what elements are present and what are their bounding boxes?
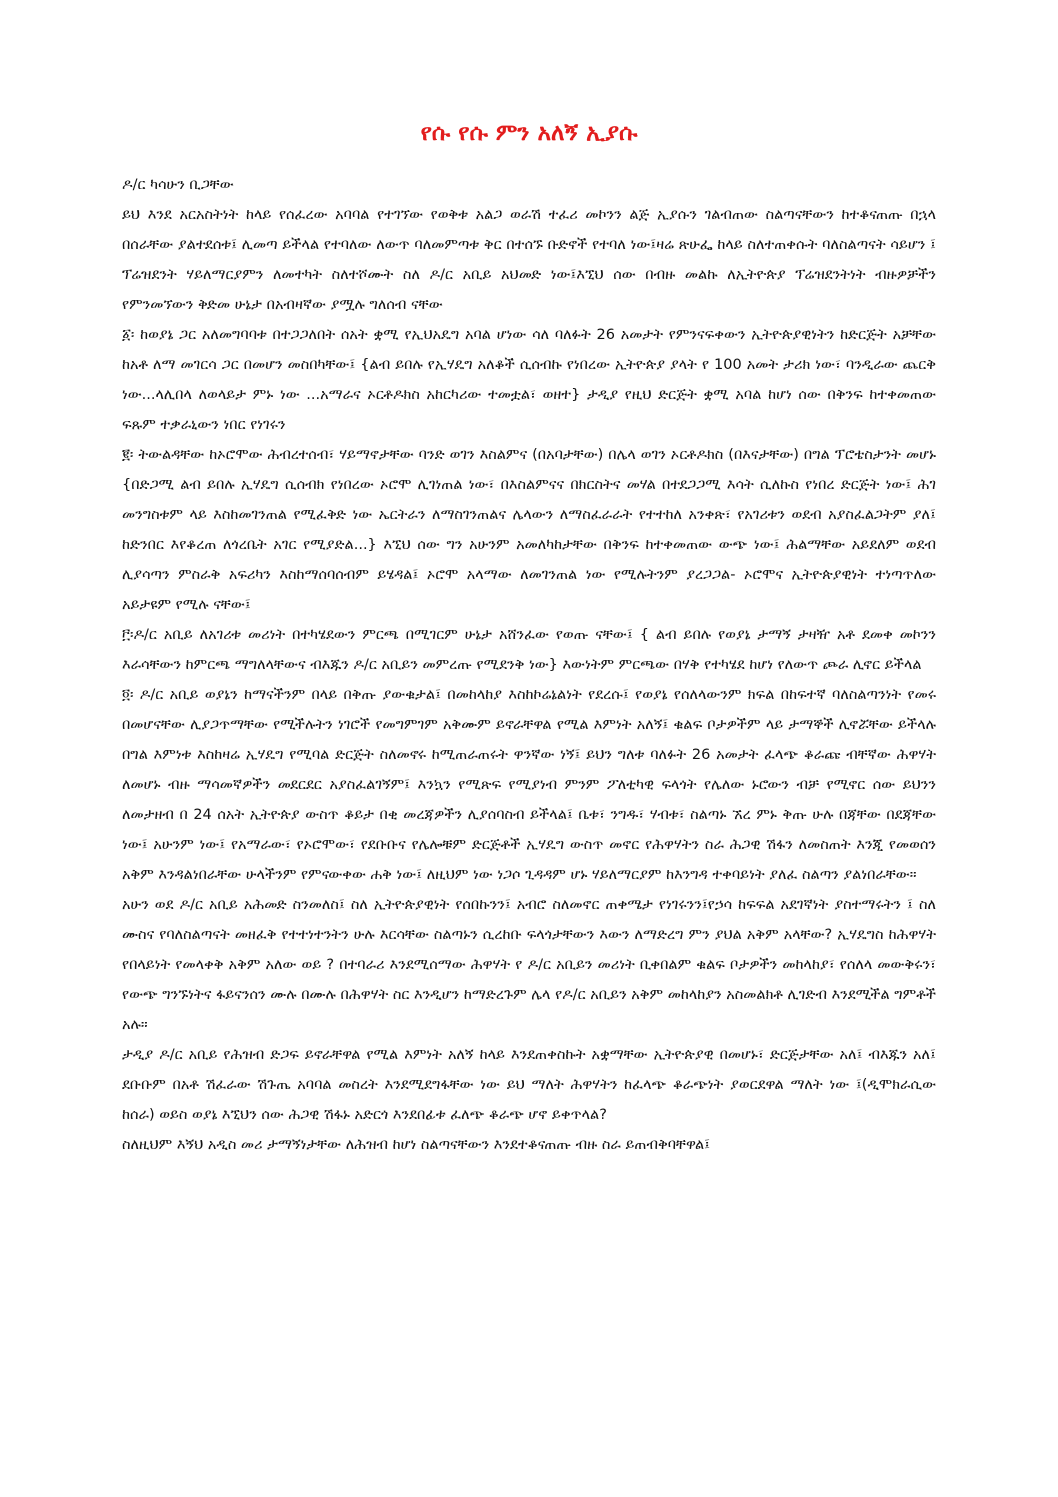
document-title: የሱ የሱ ምን አለኝ ኢያሱ bbox=[420, 120, 638, 146]
paragraph-point-1: ፩፡ ከወያኔ ጋር አለመግባባቱ በተጋጋለበት ሰአት ቋሚ የኢህአዴግ አባል ሆነው ሳለ ባለፉት 26 አመታት የምንናፍቀውን ኢትዮጵያዊነትን ከድርጅት አቻቸው ከአቶ ለማ መገርሳ ጋር በመሆን መስበካቸው፤ {ልብ ይበሉ የኢሃዴግ አለቆች ሲሰብኩ የነበረው ኢትዮጵያ ያላት የ 100 አመት ታሪክ ነው፣ ባንዲራው ጨርቅ ነው...ላሊበላ ለወላይታ ምኑ ነው ...አማራና ኦርቶዶክስ አከርካሪው ተመቷል፣ ወዘተ} ታዲያ የዚህ ድርጅት ቋሚ አባል ከሆነ ሰው በቅንፍ ከተቀመጠው ፍጹም ተቃራኒውን ነበር የነገሩን bbox=[122, 326, 936, 433]
paragraph-point-3: ፫፡ዶ/ር አቢይ ለአገሪቱ መሪነት በተካሄደውን ምርጫ በሚገርም ሁኔታ አሸንፈው የወጡ ናቸው፤ { ልብ ይበሉ የወያኔ ታማኝ ታዛዥ አቶ ደመቀ መኮንን እራሳቸውን ከምርጫ ማግለላቸውና ብእጁን ዶ/ር አቢይን መምረጡ የሚደንቅ ነው} እውነትም ምርጫው በሃቅ የተካሄደ ከሆነ የለውጥ ጮራ ሊኖር ይችላል bbox=[122, 626, 936, 673]
document-author: ዶ/ር ካሳሁን ቢጋቸው bbox=[122, 176, 234, 193]
paragraph-point-4: ፬፡ ዶ/ር አቢይ ወያኔን ከማናችንም በላይ በቅጡ ያውቁታል፤ በመከላከያ እስከኮሬኔልነት የደረሱ፤ የወያኔ የሰለላውንም ክፍል በከፍተኛ ባለስልጣንነት የመሩ በመሆናቸው ሊያጋጥማቸው የሚችሉትን ነገሮች የመግምገም አቅሙም ይኖራቸዋል የሚል እምነት አለኝ፤ ቁልፍ ቦታዎችም ላይ ታማኞች ሊኖሯቸው ይችላሉ በግል እምነቱ እስከዛሬ ኢሃዴግ የሚባል ድርጅት ስለመኖሩ ከሚጠራጠሩት ዋንኛው ነኝ፤ ይህን ግለቱ ባለፉት 26 አመታት ፈላጭ ቆራጩ ብቸኛው ሕዋሃት ለመሆኑ ብዙ ማሳመኛዎችን መደርደር አያስፈልገኝም፤ እንኳን የሚጽፍ የሚያነብ ምንም ፖለቲካዊ ፍላጎት የሌለው ኑሮውን ብቻ የሚኖር ሰው ይህንን ለመታዘብ በ 24 ሰአት ኢትዮጵያ ውስጥ ቆይታ በቂ መረጃዎችን ሊያሰባስብ ይችላል፤ ቤቱ፣ ንግዱ፣ ሃብቱ፣ ስልጣኑ ኧረ ምኑ ቅጡ ሁሉ በጃቸው በደጃቸው ነው፤ አሁንም ነው፤ የአማራው፣ የኦሮሞው፣ የደቡቡና የሌሎቹም ድርጅቶች ኢሃዴግ ውስጥ መኖር የሕዋሃትን ስራ ሕጋዊ ሽፋን ለመስጠት እንጂ የመወሰን አቅም እንዳልነበራቸው ሁላችንም የምናውቀው ሐቅ ነው፤ ለዚህም ነው ነጋሶ ጊዳዳም ሆኑ ሃይለማርያም ከእንግዳ ተቀባይነት ያለፈ ስልጣን ያልነበራቸው። bbox=[122, 686, 936, 883]
paragraph-intro: ይህ እንደ አርአስትነት ከላይ የሰፈረው አባባል የተገኘው የወቅቱ አልጋ ወራሽ ተፈሪ መኮንን ልጅ ኢያሱን ገልብጠው ስልጣናቸውን ከተቆናጠጡ በኋላ በሰራቸው ያልተደሰቱ፤ ሊመጣ ይችላል የተባለው ለውጥ ባለመምጣቱ ቅር በተሰኙ ቡድኖች የተባለ ነው፤ዛሬ ጽሁፌ ከላይ ስለተጠቀሱት ባለስልጣናት ሳይሆን ፤ ፕሬዝደንት ሃይለማርያምን ለመተካት ስለተሾሙት ስለ ዶ/ር አቢይ አህመድ ነው፤እኚህ ሰው በብዙ መልኩ ለኢትዮጵያ ፕሬዝደንትነት ብዙዎቻችን የምንመኘውን ቅድመ ሁኔታ በአብዛኛው ያሟሉ ግለሰብ ናቸው bbox=[122, 206, 936, 313]
paragraph-conclusion: ስለዚህም እኝህ አዲስ መሪ ታማኝነታቸው ለሕዝብ ከሆነ ስልጣናቸውን እንደተቆናጠጡ ብዙ ስራ ይጠብቅባቸዋል፤ bbox=[122, 1136, 711, 1153]
paragraph-return-to-abiy: አሁን ወደ ዶ/ር አቢይ አሕመድ ስንመለስ፤ ስለ ኢትዮጵያዊነት የሰበኩንን፤ አብሮ ስለመኖር ጠቀሜታ የነገሩንን፤የኃሳ ከፍፍል አደገኛነት ያስተማሩትን ፤ ስለ ሙስና የባለስልጣናት መዘፈቅ የተተነተንትን ሁሉ እርሳቸው ስልጣኑን ሲረከቡ ፍላጎታቸውን እውን ለማድረግ ምን ያህል አቅም አላቸው? ኢሃዴግስ ከሕዋሃት የበላይነት የመላቀቅ አቅም አለው ወይ ? በተባራሪ እንደሚሰማው ሕዋሃት የ ዶ/ር አቢይን መሪነት ቢቀበልም ቁልፍ ቦታዎችን መከላከያ፣ የሰለላ መውቅሩን፣ የውጭ ግንኙነትና ፋይናንሰን ሙሉ በሙሉ በሕዋሃት ስር እንዲሆን ከማድረጉም ሌላ የዶ/ር አቢይን አቅም መከላከያን አስመልክቶ ሊገድብ እንደሚችል ግምቶች አሉ። bbox=[122, 896, 936, 1033]
paragraph-public-support: ታዲያ ዶ/ር አቢይ የሕዝብ ድጋፍ ይኖራቸዋል የሚል እምነት አለኝ ከላይ እንደጠቀስኩት አቋማቸው ኢትዮጵያዊ በመሆኑ፣ ድርጅታቸው አለ፤ ብእጁን አለ፤ ደቡቡም በአቶ ሽፈራው ሽጉጤ አባባል መስረት እንደሚደግፋቸው ነው ይህ ማለት ሕዋሃትን ከፈላጭ ቆራጭነት ያወርደዋል ማለት ነው ፤(ዲሞክራሲው ከሰራ) ወይስ ወያኔ እኚህን ሰው ሕጋዊ ሽፋኑ አድርጎ እንደበፊቱ ፈለጭ ቆራጭ ሆኖ ይቀጥላል? bbox=[122, 1046, 936, 1123]
paragraph-point-2: ፪፡ ትውልዳቸው ከኦሮሞው ሕብረተሰብ፣ ሃይማኖታቸው ባንድ ወገን እስልምና (በአባታቸው) በሌላ ወገን ኦርቶዶክስ (በእናታቸው) በግል ፕሮቴስታንት መሆኑ {በድጋሚ ልብ ይበሉ ኢሃዴግ ሲሰብክ የነበረው ኦሮሞ ሊገነጠል ነው፣ በእስልምናና በክርስትና መሃል በተደጋጋሚ እሳት ሲለኩስ የነበረ ድርጅት ነው፤ ሕገ መንግስቱም ላይ እስከመገንጠል የሚፈቅድ ነው ኤርትራን ለማስገንጠልና ሌላውን ለማስፈራራት የተተከለ አንቀጽ፣ የአገሪቱን ወደብ አያስፈልጋትም ያለ፤ ከድንበር እየቆረጠ ለጎረቤት አገር የሚያድል...} እኚህ ሰው ግን አሁንም አመለካከታቸው በቅንፍ ከተቀመጠው ውጭ ነው፤ ሕልማቸው አይደለም ወደብ ሊያሳጣን ምስራቅ አፍሪካን እስከማሰባሰብም ይሄዳል፤ ኦሮሞ አላማው ለመገንጠል ነው የሚሉትንም ያረጋጋል- ኦሮሞና ኢትዮጵያዊነት ተነጣጥለው አይታዩም የሚሉ ናቸው፤ bbox=[122, 446, 936, 613]
